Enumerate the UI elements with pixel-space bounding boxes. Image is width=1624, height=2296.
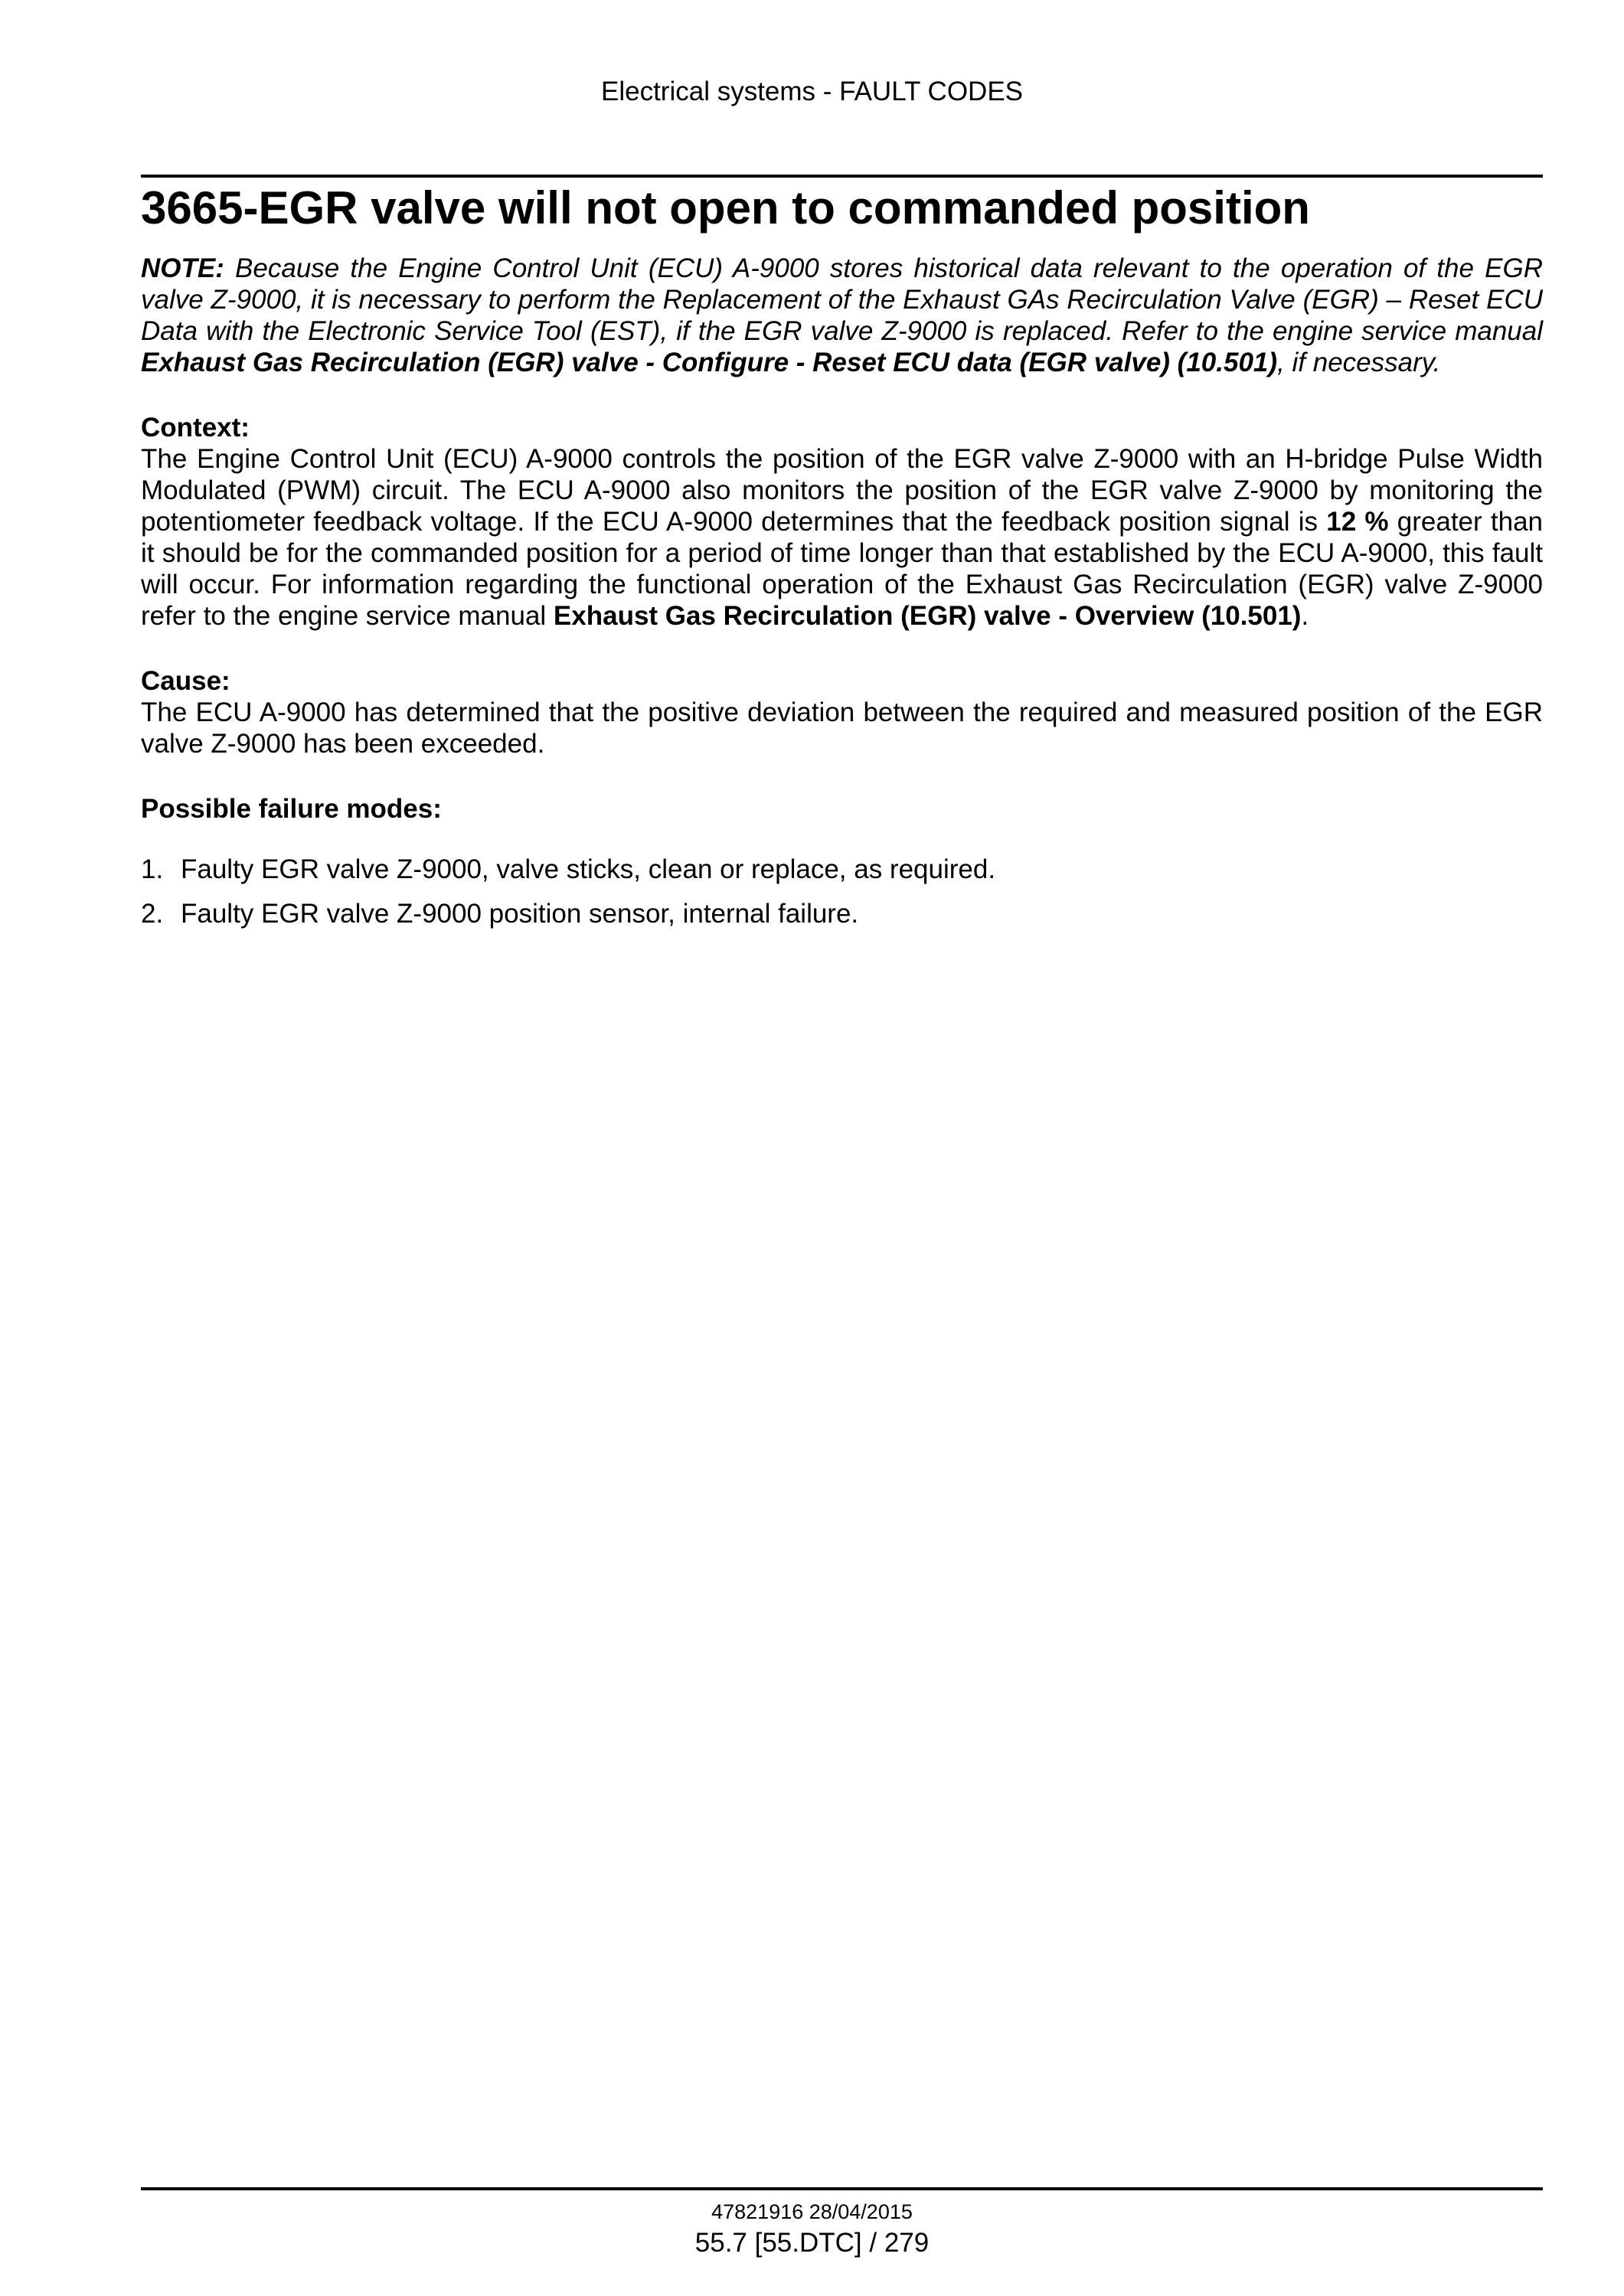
context-section	[141, 412, 1543, 632]
context-text-2: greater than it should be for the commanded position for a period of time longer than that established by the ECU A-9000, this fault will occur. For information regarding the functional operation of the Exhaust Gas Recirculation (EGR) valve Z-9000 refer to the engine service manual	[141, 507, 1544, 631]
context-heading: Context:	[141, 413, 250, 443]
footer-rule	[141, 2187, 1543, 2190]
list-item-number: 1.	[141, 854, 164, 884]
context-text-3: .	[1301, 601, 1309, 631]
failure-modes-section	[141, 793, 1543, 929]
note-paragraph	[141, 253, 1543, 378]
threshold-value: 12 %	[1326, 507, 1389, 537]
failure-modes-list	[141, 854, 1543, 929]
cause-heading: Cause:	[141, 666, 230, 696]
list-item-number: 2.	[141, 899, 164, 929]
list-item	[141, 898, 1543, 929]
context-paragraph	[141, 443, 1543, 632]
note-label: NOTE:	[141, 253, 224, 283]
cause-paragraph: The ECU A-9000 has determined that the positive deviation between the required and measured position of the EGR valve Z-9000 has been exceeded.	[141, 697, 1543, 759]
list-item-text: Faulty EGR valve Z-9000, valve sticks, clean or replace, as required.	[181, 854, 996, 884]
header-rule	[141, 175, 1543, 178]
document-body	[141, 181, 1543, 942]
fault-title: 3665-EGR valve will not open to commanded position	[141, 182, 1310, 234]
cause-section	[141, 665, 1543, 759]
footer-page-reference: 55.7 [55.DTC] / 279	[694, 2228, 930, 2258]
note-text-2: , if necessary.	[1277, 348, 1441, 377]
note-manual-reference: Exhaust Gas Recirculation (EGR) valve - Configure - Reset ECU data (EGR valve) (10.501)	[141, 348, 1278, 377]
list-item	[141, 854, 1543, 885]
list-item-text: Faulty EGR valve Z-9000 position sensor, internal failure.	[181, 899, 859, 929]
footer-doc-code: 47821916 28/04/2015	[711, 2200, 913, 2223]
context-text-1: The Engine Control Unit (ECU) A-9000 controls the position of the EGR valve Z-9000 with an H-bridge Pulse Width Modulated (PWM) circuit. The ECU A-9000 also monitors the position of the EGR valve Z-9000 by monitoring the potentiometer feedback voltage. If the ECU A-9000 determines that the feedback position signal is	[141, 444, 1543, 537]
failure-modes-heading: Possible failure modes:	[141, 794, 442, 824]
note-text-1: Because the Engine Control Unit (ECU) A-9000 stores historical data relevant to the operation of the EGR valve Z-9000, it is necessary to perform the Replacement of the Exhaust GAs Recirculation Valve (EGR) – Reset ECU Data with the Electronic Service Tool (EST), if the EGR valve Z-9000 is replaced. Refer to the engine service manual	[141, 253, 1543, 346]
context-manual-reference: Exhaust Gas Recirculation (EGR) valve - Overview (10.501)	[553, 601, 1302, 631]
running-header: Electrical systems - FAULT CODES	[600, 77, 1024, 106]
